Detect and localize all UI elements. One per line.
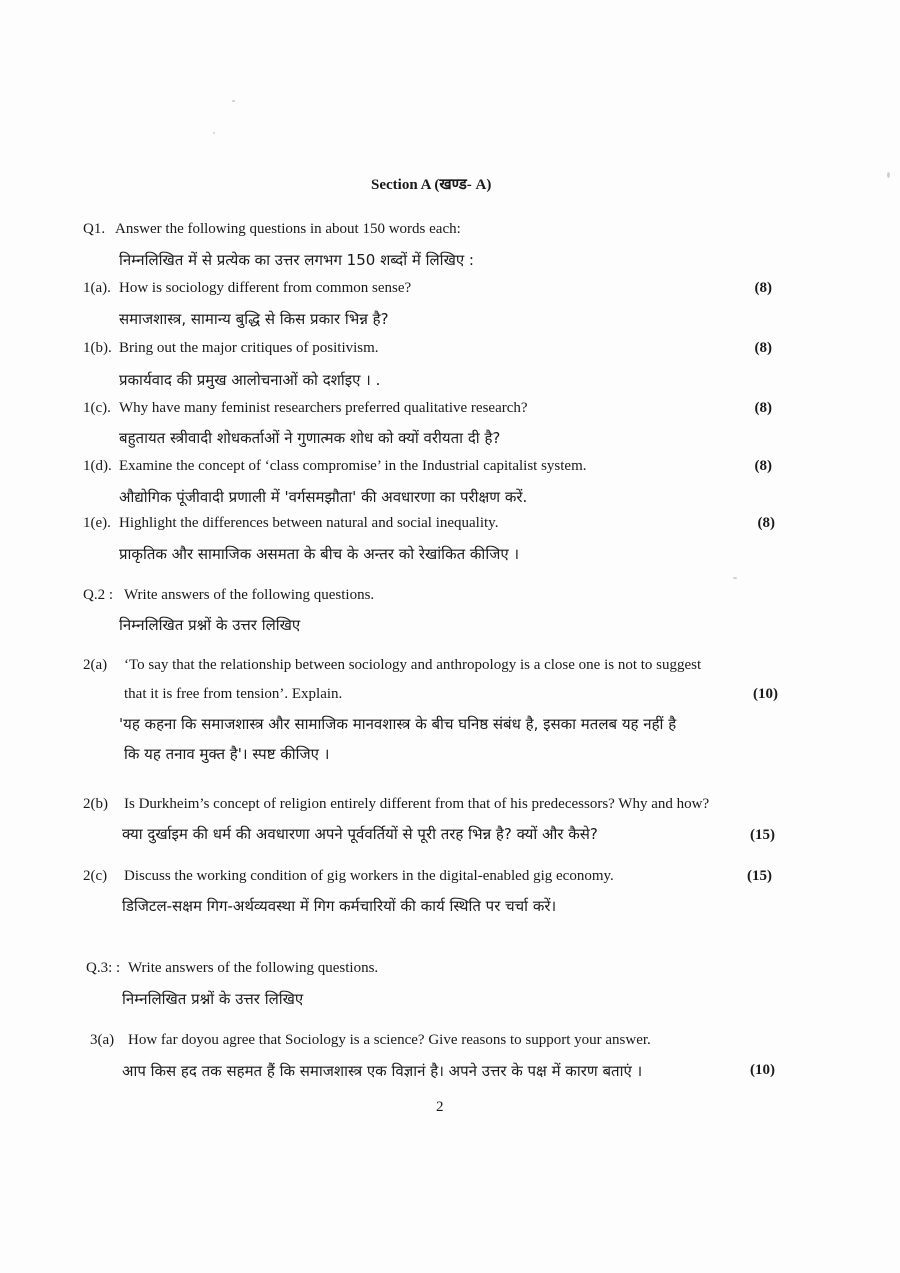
q3-instruction-en: Write answers of the following questions.: [128, 960, 379, 976]
q1e-marks: (8): [757, 515, 775, 531]
q1a-marks: (8): [754, 280, 772, 296]
q2b-number: 2(b): [83, 796, 108, 812]
q2c-marks: (15): [747, 868, 772, 884]
q1d-text-en: Examine the concept of ‘class compromise’ in the Industrial capitalist system.: [119, 458, 587, 474]
q2a-number: 2(a): [83, 657, 108, 673]
q1c-text-hi: बहुतायत स्त्रीवादी शोधकर्ताओं ने गुणात्मक शोध को क्यों वरीयता दी है?: [119, 429, 501, 447]
q1e-text-hi: प्राकृतिक और सामाजिक असमता के बीच के अन्तर को रेखांकित कीजिए ।: [119, 545, 520, 563]
q2a-text-hi-line2: कि यह तनाव मुक्त है'। स्पष्ट कीजिए ।: [124, 745, 330, 763]
q1-instruction-hi: निम्नलिखित में से प्रत्येक का उत्तर लगभग 150 शब्दों में लिखिए :: [119, 251, 474, 269]
q2-prefix: Q.2 :: [83, 587, 113, 603]
scan-speck: [887, 172, 890, 178]
q2c-text-en: Discuss the working condition of gig workers in the digital-enabled gig economy.: [124, 868, 614, 884]
q3a-text-hi: आप किस हद तक सहमत हैं कि समाजशास्त्र एक विज्ञानं है। अपने उत्तर के पक्ष में कारण बताएं ।: [122, 1062, 643, 1080]
q1a-text-en: How is sociology different from common sense?: [119, 280, 412, 296]
q2c-text-hi: डिजिटल-सक्षम गिग-अर्थव्यवस्था में गिग कर्मचारियों की कार्य स्थिति पर चर्चा करें।: [122, 897, 557, 915]
q2b-marks: (15): [750, 827, 775, 843]
q1b-text-hi: प्रकार्यवाद की प्रमुख आलोचनाओं को दर्शाइए । .: [119, 371, 381, 389]
q1c-text-en: Why have many feminist researchers preferred qualitative research?: [119, 400, 528, 416]
q2c-number: 2(c): [83, 868, 108, 884]
q1c-number: 1(c).: [83, 400, 111, 416]
q1b-text-en: Bring out the major critiques of positivism.: [119, 340, 379, 356]
q1d-text-hi: औद्योगिक पूंजीवादी प्रणाली में 'वर्गसमझौता' की अवधारणा का परीक्षण करें.: [119, 488, 528, 506]
q1c-marks: (8): [754, 400, 772, 416]
q1a-number: 1(a).: [83, 280, 111, 296]
q3a-text-en: How far doyou agree that Sociology is a science? Give reasons to support your answer.: [128, 1032, 651, 1048]
q1-prefix: Q1.: [83, 221, 106, 237]
scan-speck: [232, 100, 235, 102]
q1b-marks: (8): [754, 340, 772, 356]
q2a-marks: (10): [753, 686, 778, 702]
q2a-text-hi-line1: 'यह कहना कि समाजशास्त्र और सामाजिक मानवशास्त्र के बीच घनिष्ठ संबंध है, इसका मतलब यह नहीं है: [119, 715, 677, 733]
q1-instruction-en: Answer the following questions in about 150 words each:: [115, 221, 461, 237]
scan-speck: [733, 577, 737, 579]
q1e-number: 1(e).: [83, 515, 111, 531]
q1d-number: 1(d).: [83, 458, 112, 474]
q2-instruction-en: Write answers of the following questions.: [124, 587, 375, 603]
q3-prefix: Q.3: :: [86, 960, 121, 976]
q1e-text-en: Highlight the differences between natural and social inequality.: [119, 515, 499, 531]
q2-instruction-hi: निम्नलिखित प्रश्नों के उत्तर लिखिए: [119, 616, 301, 634]
section-title: Section A (खण्ड- A): [371, 177, 492, 193]
scan-speck: [213, 132, 215, 134]
q2a-text-en-line2: that it is free from tension’. Explain.: [124, 686, 343, 702]
q3a-marks: (10): [750, 1062, 775, 1078]
page-number: 2: [436, 1099, 444, 1115]
q1b-number: 1(b).: [83, 340, 112, 356]
q1d-marks: (8): [754, 458, 772, 474]
q3-instruction-hi: निम्नलिखित प्रश्नों के उत्तर लिखिए: [122, 990, 304, 1008]
q2a-text-en-line1: ‘To say that the relationship between sociology and anthropology is a close one is not to suggest: [124, 657, 702, 673]
q3a-number: 3(a): [90, 1032, 115, 1048]
q1a-text-hi: समाजशास्त्र, सामान्य बुद्धि से किस प्रकार भिन्न है?: [119, 310, 389, 328]
q2b-text-en: Is Durkheim’s concept of religion entirely different from that of his predecessors? Why and how?: [124, 796, 710, 812]
q2b-text-hi: क्या दुर्खाइम की धर्म की अवधारणा अपने पूर्ववर्तियों से पूरी तरह भिन्न है? क्यों और कैसे?: [122, 825, 598, 843]
